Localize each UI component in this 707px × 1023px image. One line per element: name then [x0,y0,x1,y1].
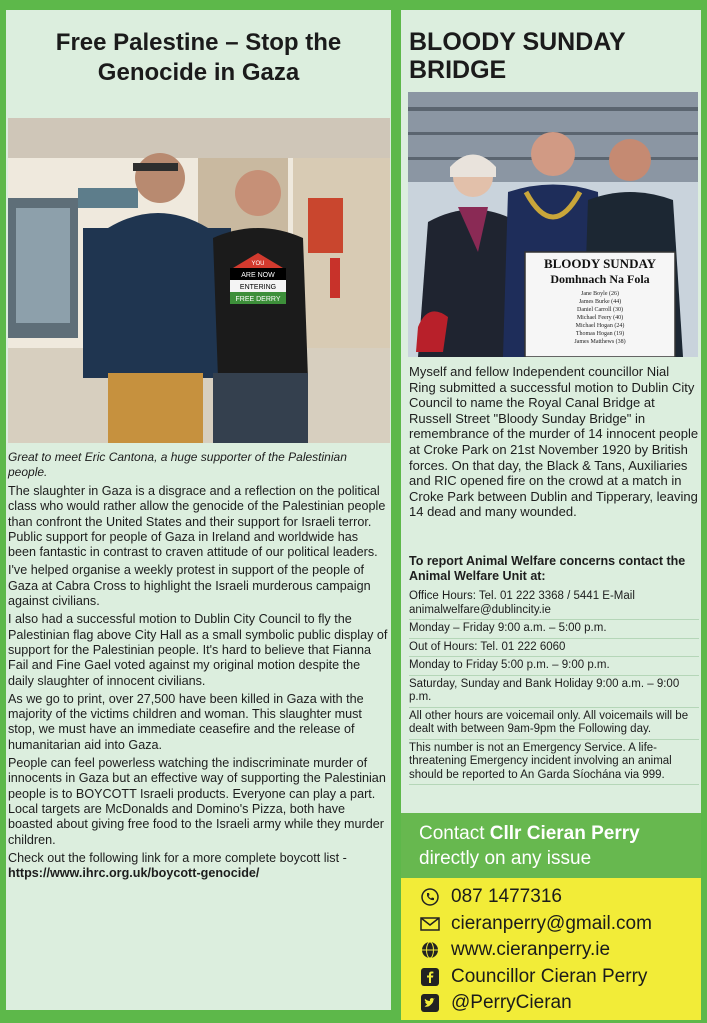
left-paragraph-4: As we go to print, over 27,500 have been killed in Gaza with the majority of the victims children and woman. This slaughter must stop, we must have an immediate ceasefire and the release of humanitarian aid into Gaza. [8,691,364,752]
envelope-icon [419,917,441,931]
sign-title: BLOODY SUNDAY [543,256,657,271]
facebook-icon [419,968,441,986]
sign-name-5: Michael Hogan (24) [575,323,625,329]
contact-facebook-row[interactable] [419,964,701,991]
sign-name-2: James Burke (44) [578,299,622,305]
left-body [8,484,388,884]
boycott-intro: Check out the following link for a more complete boycott list - [8,850,347,865]
animal-row-emergency: This number is not an Emergency Service. A life-threatening Emergency incident involving an animal should be reported to An Garda Síochána via 999. [409,740,699,786]
contact-phone[interactable]: 087 1477316 [451,886,562,908]
contact-line-2: directly on any issue [419,848,592,869]
contact-prefix: Contact [419,823,490,844]
sign-name-6: Thomas Hogan (19) [575,331,625,337]
phone-icon [419,888,441,906]
animal-row-office: Office Hours: Tel. 01 222 3368 / 5441 E-Mail animalwelfare@dublincity.ie [409,588,699,620]
contact-banner [401,813,701,878]
right-title: BLOODY SUNDAY BRIDGE [409,28,626,84]
shirt-text-1: YOU [251,261,265,267]
twitter-icon [419,994,441,1012]
contact-details [401,878,701,1020]
left-paragraph-1: The slaughter in Gaza is a disgrace and a reflection on the political class who would rather allow the genocide of the Palestinian people than confront the United States and their support for Israeli terror. Public support for people of Gaza in Ireland and worldwide has been fantastic in contrast to craven attitude of our political leaders. [8,484,386,560]
boycott-link[interactable]: https://www.ihrc.org.uk/boycott-genocide/ [8,866,260,881]
contact-web-row[interactable] [419,937,701,964]
bloody-sunday-text: Myself and fellow Independent councillor Nial Ring submitted a successful motion to Dublin City Council to name the Royal Canal Bridge at Russell Street "Bloody Sunday Bridge" in remembrance of the murder of 14 innocent people at Croke Park on 21st November 1920 by British forces. On that day, the Black & Tans, Auxiliaries and RIC opened fire on the crowd at a match in Croke Park between Dublin and Tipperary, leaving 14 dead and many wounded. [409,364,699,520]
sign-subtitle: Domhnach Na Fola [550,272,650,286]
sign-name-3: Daniel Carroll (30) [577,307,623,313]
contact-email-row[interactable] [419,911,701,938]
contact-twitter-row[interactable] [419,990,701,1017]
left-article [6,10,391,1010]
animal-welfare-block [409,552,699,785]
left-title: Free Palestine – Stop the Genocide in Gaza [55,29,342,86]
animal-row-weekend: Saturday, Sunday and Bank Holiday 9:00 a.m. – 9:00 p.m. [409,676,699,708]
animal-row-evening: Monday to Friday 5:00 p.m. – 9:00 p.m. [409,657,699,676]
bloody-sunday-photo [408,92,698,357]
sign-name-1: Jane Boyle (26) [581,291,619,297]
left-paragraph-5: People can feel powerless watching the indiscriminate murder of innocents in Gaza but an effective way of supporting the Palestinian people is to BOYCOTT Israeli products. Everyone can play a part. Local targets are McDonalds and Domino's Pizza, both have boasted about giving free food to the Israeli army while they murder children. [8,756,386,847]
left-paragraph-3: I also had a successful motion to Dublin City Council to fly the Palestinian flag above City Hall as a small symbolic public display of support for the Palestinian people. It's hard to believe that Fianna Fail and Fine Gael voted against my original motion despite the daily slaughter of innocent civilians. [8,612,388,688]
contact-web[interactable]: www.cieranperry.ie [451,939,611,961]
contact-twitter[interactable]: @PerryCieran [451,992,572,1014]
animal-row-voicemail: All other hours are voicemail only. All voicemails will be dealt with between 9am-9pm the Following day. [409,708,699,740]
cantona-photo [8,118,390,443]
contact-email[interactable]: cieranperry@gmail.com [451,912,652,934]
animal-row-weekday: Monday – Friday 9:00 a.m. – 5:00 p.m. [409,620,699,639]
right-article [401,10,701,1020]
sign-name-7: James Matthews (38) [574,339,626,345]
animal-row-outofhours: Out of Hours: Tel. 01 222 6060 [409,639,699,658]
shirt-text-2: ARE NOW [241,272,275,279]
sign-name-4: Michael Feery (40) [576,315,624,321]
contact-phone-row[interactable] [419,884,701,911]
cantona-photo-drawing [8,118,390,443]
bloody-sunday-photo-drawing [408,92,698,357]
globe-icon [419,941,441,959]
contact-facebook[interactable]: Councillor Cieran Perry [451,965,648,987]
contact-line-1 [419,821,701,846]
contact-name: Cllr Cieran Perry [489,823,640,844]
photo-caption: Great to meet Eric Cantona, a huge supporter of the Palestinian people. [8,450,347,479]
animal-welfare-heading: To report Animal Welfare concerns contact the Animal Welfare Unit at: [409,554,686,583]
boycott-paragraph [8,851,388,882]
left-paragraph-2: I've helped organise a weekly protest in support of the people of Gaza at Cabra Cross to highlight the Israeli murderous campaign against civilians. [8,563,371,609]
shirt-text-4: FREE DERRY [235,296,281,303]
shirt-text-3: ENTERING [239,284,277,291]
